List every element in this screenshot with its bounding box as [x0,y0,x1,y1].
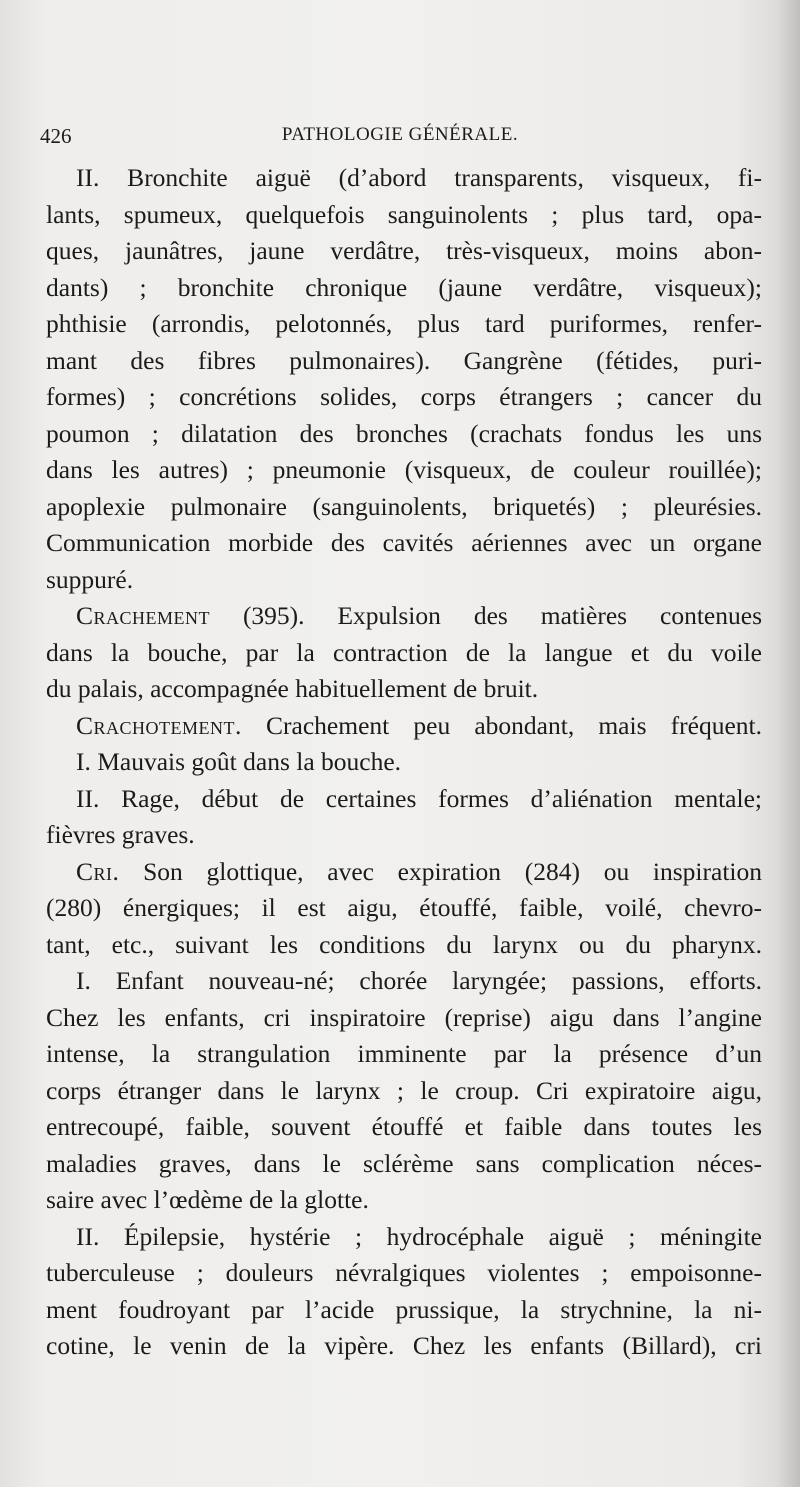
text-line: entrecoupé, faible, souvent étouffé et faible dans toutes les [46,1112,762,1141]
entry-crachotement [46,708,762,745]
text-line: I. Enfant nouveau-né; chorée laryngée; passions, efforts. [76,966,762,995]
entry-text: Son glottique, avec expiration (284) ou inspiration [119,856,762,886]
text-line: intense, la strangulation imminente par la présence d’un [46,1039,762,1068]
text-line: II. Rage, début de certaines formes d’aliénation mentale; [76,783,762,813]
text-line: fièvres graves. [46,820,195,849]
text-line: Communication morbide des cavités aériennes avec un organe [46,528,762,557]
text-line: II. Bronchite aiguë (d’abord transparents, visqueux, fi- [76,163,762,192]
text-line: phthisie (arrondis, pelotonnés, plus tard puriformes, renfer- [46,309,762,338]
text-line: II. Épilepsie, hystérie ; hydrocéphale aiguë ; méningite [76,1221,762,1251]
text-line: dans la bouche, par la contraction de la langue et du voile [46,637,762,667]
body-text [46,160,762,1365]
page-number: 426 [40,124,72,148]
text-line: mant des fibres pulmonaires). Gangrène (fétides, puri- [46,345,762,375]
text-line: formes) ; concrétions solides, corps étrangers ; cancer du [46,382,762,411]
text-line: corps étranger dans le larynx ; le croup. Cri expiratoire aigu, [46,1075,762,1105]
running-title: PATHOLOGIE GÉNÉRALE. [281,124,519,145]
text-line: saire avec l’œdème de la glotte. [46,1185,369,1214]
text-line: dants) ; bronchite chronique (jaune verdâtre, visqueux); [46,272,762,302]
text-line: cotine, le venin de la vipère. Chez les enfants (Billard), cri [46,1331,762,1360]
text-line: poumon ; dilatation des bronches (crachats fondus les uns [46,418,762,448]
text-line: apoplexie pulmonaire (sanguinolents, briquetés) ; pleurésies. [46,491,762,521]
text-line: tuberculeuse ; douleurs névralgiques violentes ; empoisonne- [46,1258,762,1287]
text-line: maladies graves, dans le sclérème sans complication néces- [46,1148,762,1178]
text-line: ques, jaunâtres, jaune verdâtre, très-visqueux, moins abon- [46,236,762,265]
entry-crachement [46,598,762,635]
entry-term: Crachement [76,601,211,630]
scan-shadow-edge [776,0,800,1487]
text-line: ment foudroyant par l’acide prussique, la strychnine, la ni- [46,1294,762,1324]
entry-text: (395). Expulsion des matières contenues [210,601,762,630]
page-header [40,124,760,154]
entry-term: Crachotement. [76,710,242,740]
text-line: (280) énergiques; il est aigu, étouffé, faible, voilé, chevro- [46,893,762,922]
text-line: lants, spumeux, quelquefois sanguinolents ; plus tard, opa- [46,199,762,229]
text-line: I. Mauvais goût dans la bouche. [76,747,402,776]
text-line: Chez les enfants, cri inspiratoire (reprise) aigu dans l’angine [46,1002,762,1032]
text-line: suppuré. [46,564,134,594]
text-line: dans les autres) ; pneumonie (visqueux, de couleur rouillée); [46,455,762,484]
text-line: du palais, accompagnée habituellement de bruit. [46,674,539,703]
entry-text: Crachement peu abondant, mais fréquent. [241,710,762,740]
entry-term: Cri. [76,856,120,886]
entry-cri [46,854,762,891]
text-line: tant, etc., suivant les conditions du larynx ou du pharynx. [46,929,762,959]
